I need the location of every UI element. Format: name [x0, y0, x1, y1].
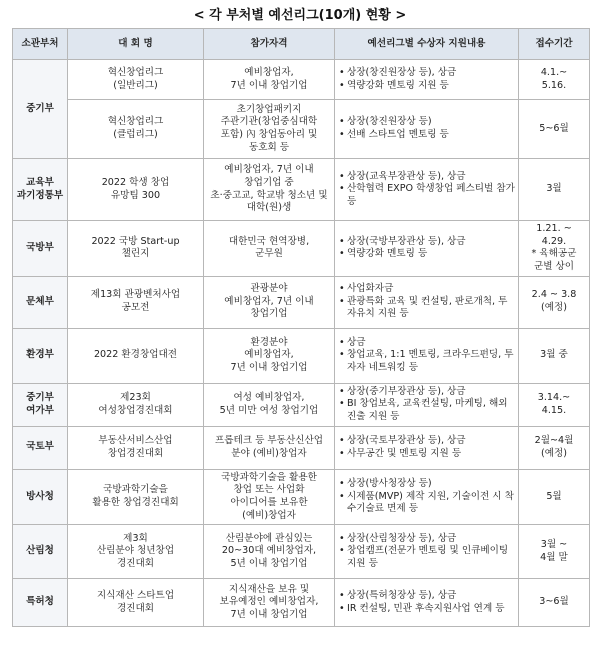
header-period: 접수기간: [519, 29, 590, 60]
period-line: 3월 ~: [540, 539, 568, 551]
support-list: [338, 116, 515, 141]
ministry-name: 중기부: [26, 391, 54, 403]
period-cell: [519, 100, 590, 159]
contest-name-line: 2022 국방 Start-up: [91, 235, 180, 247]
period-line: 4.15.: [541, 404, 567, 416]
contest-name-line: 경진대회: [116, 602, 155, 614]
support-item: • 상장(국방부장관상 등), 상금: [338, 236, 515, 249]
qualification-line: 초·중고교, 학교밖 청소년 및: [210, 189, 328, 201]
period-line: 1.21. ~: [536, 223, 572, 234]
table-row: [13, 276, 590, 328]
ministry-cell: [13, 383, 68, 426]
ministry-name: 환경부: [26, 349, 54, 361]
table-row: [13, 469, 590, 525]
period-line: 군별 상이: [533, 260, 575, 272]
support-item: • 선배 스타트업 멘토링 등: [338, 129, 515, 142]
contest-name-line: 국방과학기술을: [103, 484, 168, 496]
ministry-name: 특허청: [26, 596, 54, 608]
contest-name-line: 유망팀 300: [110, 189, 161, 201]
support-item: • 창업캠프(전문가 멘토링 및 인큐베이팅 지원 등: [338, 545, 515, 570]
support-list: [338, 435, 515, 460]
period-line: 3월: [546, 183, 562, 195]
ministry-cell: [13, 579, 68, 627]
support-item: • 역량강화 멘토링 지원 등: [338, 80, 515, 93]
contest-name-cell: [68, 579, 204, 627]
header-support: 예선리그별 수상자 지원내용: [335, 29, 519, 60]
period-cell: [519, 469, 590, 525]
support-cell: [335, 328, 519, 383]
qualification-cell: [204, 276, 335, 328]
support-item: • BI 창업보육, 교육컨설팅, 마케팅, 해외진출 지원 등: [338, 398, 515, 423]
qualification-line: 주관기관(창업중심대학: [220, 116, 318, 128]
contest-name-cell: [68, 100, 204, 159]
qualification-line: 7년 이내 창업기업: [230, 361, 308, 373]
support-item: • IR 컨설팅, 민관 후속지원사업 연계 등: [338, 603, 515, 616]
contest-name-line: 혁신창업리그: [107, 116, 164, 128]
period-cell: [519, 328, 590, 383]
ministry-name: 방사청: [26, 490, 54, 502]
period-line: 5월: [546, 490, 562, 502]
support-item: • 상장(창진원장상 등), 상금: [338, 67, 515, 80]
qualification-cell: [204, 221, 335, 277]
support-cell: [335, 100, 519, 159]
ministry-name: 과기정통부: [16, 189, 64, 201]
page-title: < 각 부처별 예선리그(10개) 현황 >: [193, 8, 407, 23]
contest-name-cell: [68, 159, 204, 221]
support-item: • 사업화자금: [338, 283, 515, 296]
contest-name-line: 창업경진대회: [107, 447, 164, 459]
ministry-cell: [13, 159, 68, 221]
support-cell: [335, 426, 519, 469]
period-cell: [519, 383, 590, 426]
contest-name-line: 지식재산 스타트업: [96, 590, 175, 602]
contest-name-cell: [68, 60, 204, 100]
contest-name-line: 산림분야 청년창업: [96, 545, 175, 557]
contest-name-line: 여성창업경진대회: [98, 404, 173, 416]
table-row: [13, 328, 590, 383]
contest-name-cell: [68, 383, 204, 426]
support-list: [338, 67, 515, 92]
support-list: [338, 283, 515, 321]
qualification-line: 대학(원)생: [246, 202, 292, 214]
ministry-cell: [13, 221, 68, 277]
contest-name-cell: [68, 328, 204, 383]
qualification-line: (예비)창업자: [242, 509, 296, 521]
contest-name-line: (일반리그): [113, 79, 158, 91]
qualification-line: 7년 이내 창업기업: [230, 79, 308, 91]
support-list: [338, 478, 515, 516]
table-header-row: [13, 29, 590, 60]
support-item: • 창업교육, 1:1 멘토링, 크라우드펀딩, 투자자 네트워킹 등: [338, 349, 515, 374]
support-item: • 사무공간 및 멘토링 지원 등: [338, 448, 515, 461]
qualification-line: 환경분야: [250, 336, 288, 348]
table-row: [13, 426, 590, 469]
support-item: • 관광특화 교육 및 컨설팅, 판로개척, 투자유치 지원 등: [338, 296, 515, 321]
header-ministry: 소관부처: [13, 29, 68, 60]
ministry-name: 중기부: [26, 102, 54, 114]
period-line: 2월~4월: [534, 434, 574, 446]
contest-name-line: (클럽리그): [113, 129, 158, 140]
contest-name-cell: [68, 221, 204, 277]
support-list: [338, 590, 515, 615]
table-row: [13, 159, 590, 221]
qualification-line: 여성 예비창업자,: [233, 391, 305, 403]
qualification-line: 산림분야에 관심있는: [225, 532, 313, 544]
period-cell: [519, 276, 590, 328]
table-row: [13, 221, 590, 277]
qualification-line: 5년 이내 창업기업: [230, 558, 308, 570]
period-line: 3~6월: [539, 596, 569, 608]
support-cell: [335, 383, 519, 426]
ministry-name: 국방부: [26, 241, 54, 253]
contest-name-cell: [68, 469, 204, 525]
contest-name-cell: [68, 525, 204, 579]
support-item: • 상장(교육부장관상 등), 상금: [338, 171, 515, 184]
support-list: [338, 171, 515, 209]
support-list: [338, 386, 515, 424]
qualification-cell: [204, 100, 335, 159]
contest-name-line: 제3회: [123, 532, 148, 544]
contest-name-line: 제13회 관광벤처사업: [90, 289, 181, 301]
period-line: 5.16.: [541, 79, 567, 91]
ministry-cell: [13, 60, 68, 159]
support-list: [338, 236, 515, 261]
support-list: [338, 533, 515, 571]
qualification-line: 예비창업자, 7년 이내: [224, 164, 314, 176]
table-row: [13, 60, 590, 100]
qualification-line: 프롭테크 등 부동산신산업: [214, 434, 324, 446]
period-line: 3월 중: [540, 349, 568, 361]
support-cell: [335, 469, 519, 525]
qualification-line: 20~30대 예비창업자,: [221, 545, 317, 557]
support-cell: [335, 221, 519, 277]
support-item: • 상장(방사청장상 등): [338, 478, 515, 491]
support-item: • 역량강화 멘토링 등: [338, 248, 515, 261]
period-line: 2.4 ~ 3.8: [531, 289, 577, 301]
contest-name-line: 경진대회: [116, 558, 155, 570]
header-contest-name: 대 회 명: [68, 29, 204, 60]
ministry-cell: [13, 469, 68, 525]
period-line: 3.14.~: [537, 391, 571, 403]
period-line: * 육해공군: [531, 248, 577, 260]
support-item: • 상금: [338, 337, 515, 350]
table-row: [13, 100, 590, 159]
qualification-line: 예비창업자,: [244, 349, 294, 361]
ministry-name: 교육부: [26, 176, 54, 188]
contest-name-line: 제23회: [120, 391, 151, 403]
contest-table: [12, 28, 590, 627]
period-line: (예정): [540, 302, 568, 314]
contest-name-line: 공모전: [121, 302, 150, 314]
qualification-cell: [204, 469, 335, 525]
period-line: 4.1.~: [540, 66, 568, 78]
qualification-cell: [204, 525, 335, 579]
qualification-cell: [204, 579, 335, 627]
table-row: [13, 525, 590, 579]
qualification-line: 7년 이내 창업기업: [230, 609, 308, 621]
qualification-line: 예비창업자,: [244, 66, 294, 78]
qualification-line: 5년 미만 여성 창업기업: [219, 404, 319, 416]
qualification-line: 분야 (예비)창업자: [231, 447, 307, 459]
ministry-name: 여가부: [26, 404, 54, 416]
qualification-line: 창업기업 중: [244, 176, 294, 188]
contest-name-line: 2022 환경창업대전: [93, 349, 178, 361]
period-cell: [519, 525, 590, 579]
contest-name-line: 챌린지: [121, 248, 150, 260]
qualification-line: 창업 또는 사업화: [233, 484, 305, 496]
ministry-cell: [13, 426, 68, 469]
qualification-line: 관광분야: [250, 283, 288, 295]
period-line: 5~6월: [539, 122, 569, 134]
support-cell: [335, 579, 519, 627]
qualification-line: 아이디어를 보유한: [230, 496, 308, 508]
period-line: (예정): [540, 447, 568, 459]
support-item: • 시제품(MVP) 제작 지원, 기술이전 시 착수기술료 면제 등: [338, 491, 515, 516]
table-row: [13, 383, 590, 426]
qualification-line: 보유예정인 예비창업자,: [219, 596, 319, 608]
support-cell: [335, 60, 519, 100]
header-qualification: 참가자격: [204, 29, 335, 60]
contest-name-line: 부동산서비스산업: [98, 434, 173, 446]
table-body: [13, 60, 590, 627]
ministry-cell: [13, 328, 68, 383]
support-item: • 상장(산림청장상 등), 상금: [338, 533, 515, 546]
contest-name-line: 2022 학생 창업: [101, 176, 170, 188]
ministry-cell: [13, 525, 68, 579]
contest-name-line: 혁신창업리그: [107, 66, 164, 78]
period-cell: [519, 159, 590, 221]
support-item: • 상장(국토부장관상 등), 상금: [338, 435, 515, 448]
ministry-cell: [13, 276, 68, 328]
qualification-line: 군무원: [255, 248, 283, 260]
table-row: [13, 579, 590, 627]
contest-name-cell: [68, 276, 204, 328]
ministry-name: 산림청: [26, 545, 54, 557]
support-item: • 상장(창진원장상 등): [338, 116, 515, 129]
ministry-name: 국토부: [26, 441, 54, 453]
qualification-cell: [204, 426, 335, 469]
support-cell: [335, 159, 519, 221]
period-cell: [519, 221, 590, 277]
support-cell: [335, 525, 519, 579]
support-item: • 상장(특허청장상 등), 상금: [338, 590, 515, 603]
qualification-cell: [204, 383, 335, 426]
qualification-line: 대한민국 현역장병,: [228, 235, 310, 247]
qualification-line: 창업기업: [250, 308, 288, 320]
qualification-line: 초기창업패키지: [236, 103, 302, 115]
contest-name-line: 활용한 창업경진대회: [92, 496, 179, 508]
period-line: 4.29.: [541, 235, 567, 247]
qualification-line: 국방과학기술을 활용한: [221, 471, 317, 483]
period-cell: [519, 426, 590, 469]
period-cell: [519, 60, 590, 100]
qualification-cell: [204, 328, 335, 383]
period-line: 4월 말: [540, 551, 568, 563]
qualification-line: 동호회 등: [248, 141, 290, 153]
contest-name-cell: [68, 426, 204, 469]
period-cell: [519, 579, 590, 627]
qualification-cell: [204, 60, 335, 100]
support-item: • 상장(중기부장관상 등), 상금: [338, 386, 515, 399]
qualification-line: 포함) 內 창업동아리 및: [220, 129, 318, 140]
qualification-line: 예비창업자, 7년 이내: [224, 295, 314, 307]
support-cell: [335, 276, 519, 328]
qualification-cell: [204, 159, 335, 221]
support-list: [338, 337, 515, 375]
ministry-name: 문체부: [26, 295, 54, 307]
qualification-line: 지식재산을 보유 및: [228, 583, 310, 595]
support-item: • 산학협력 EXPO 학생창업 페스티벌 참가 등: [338, 183, 515, 208]
